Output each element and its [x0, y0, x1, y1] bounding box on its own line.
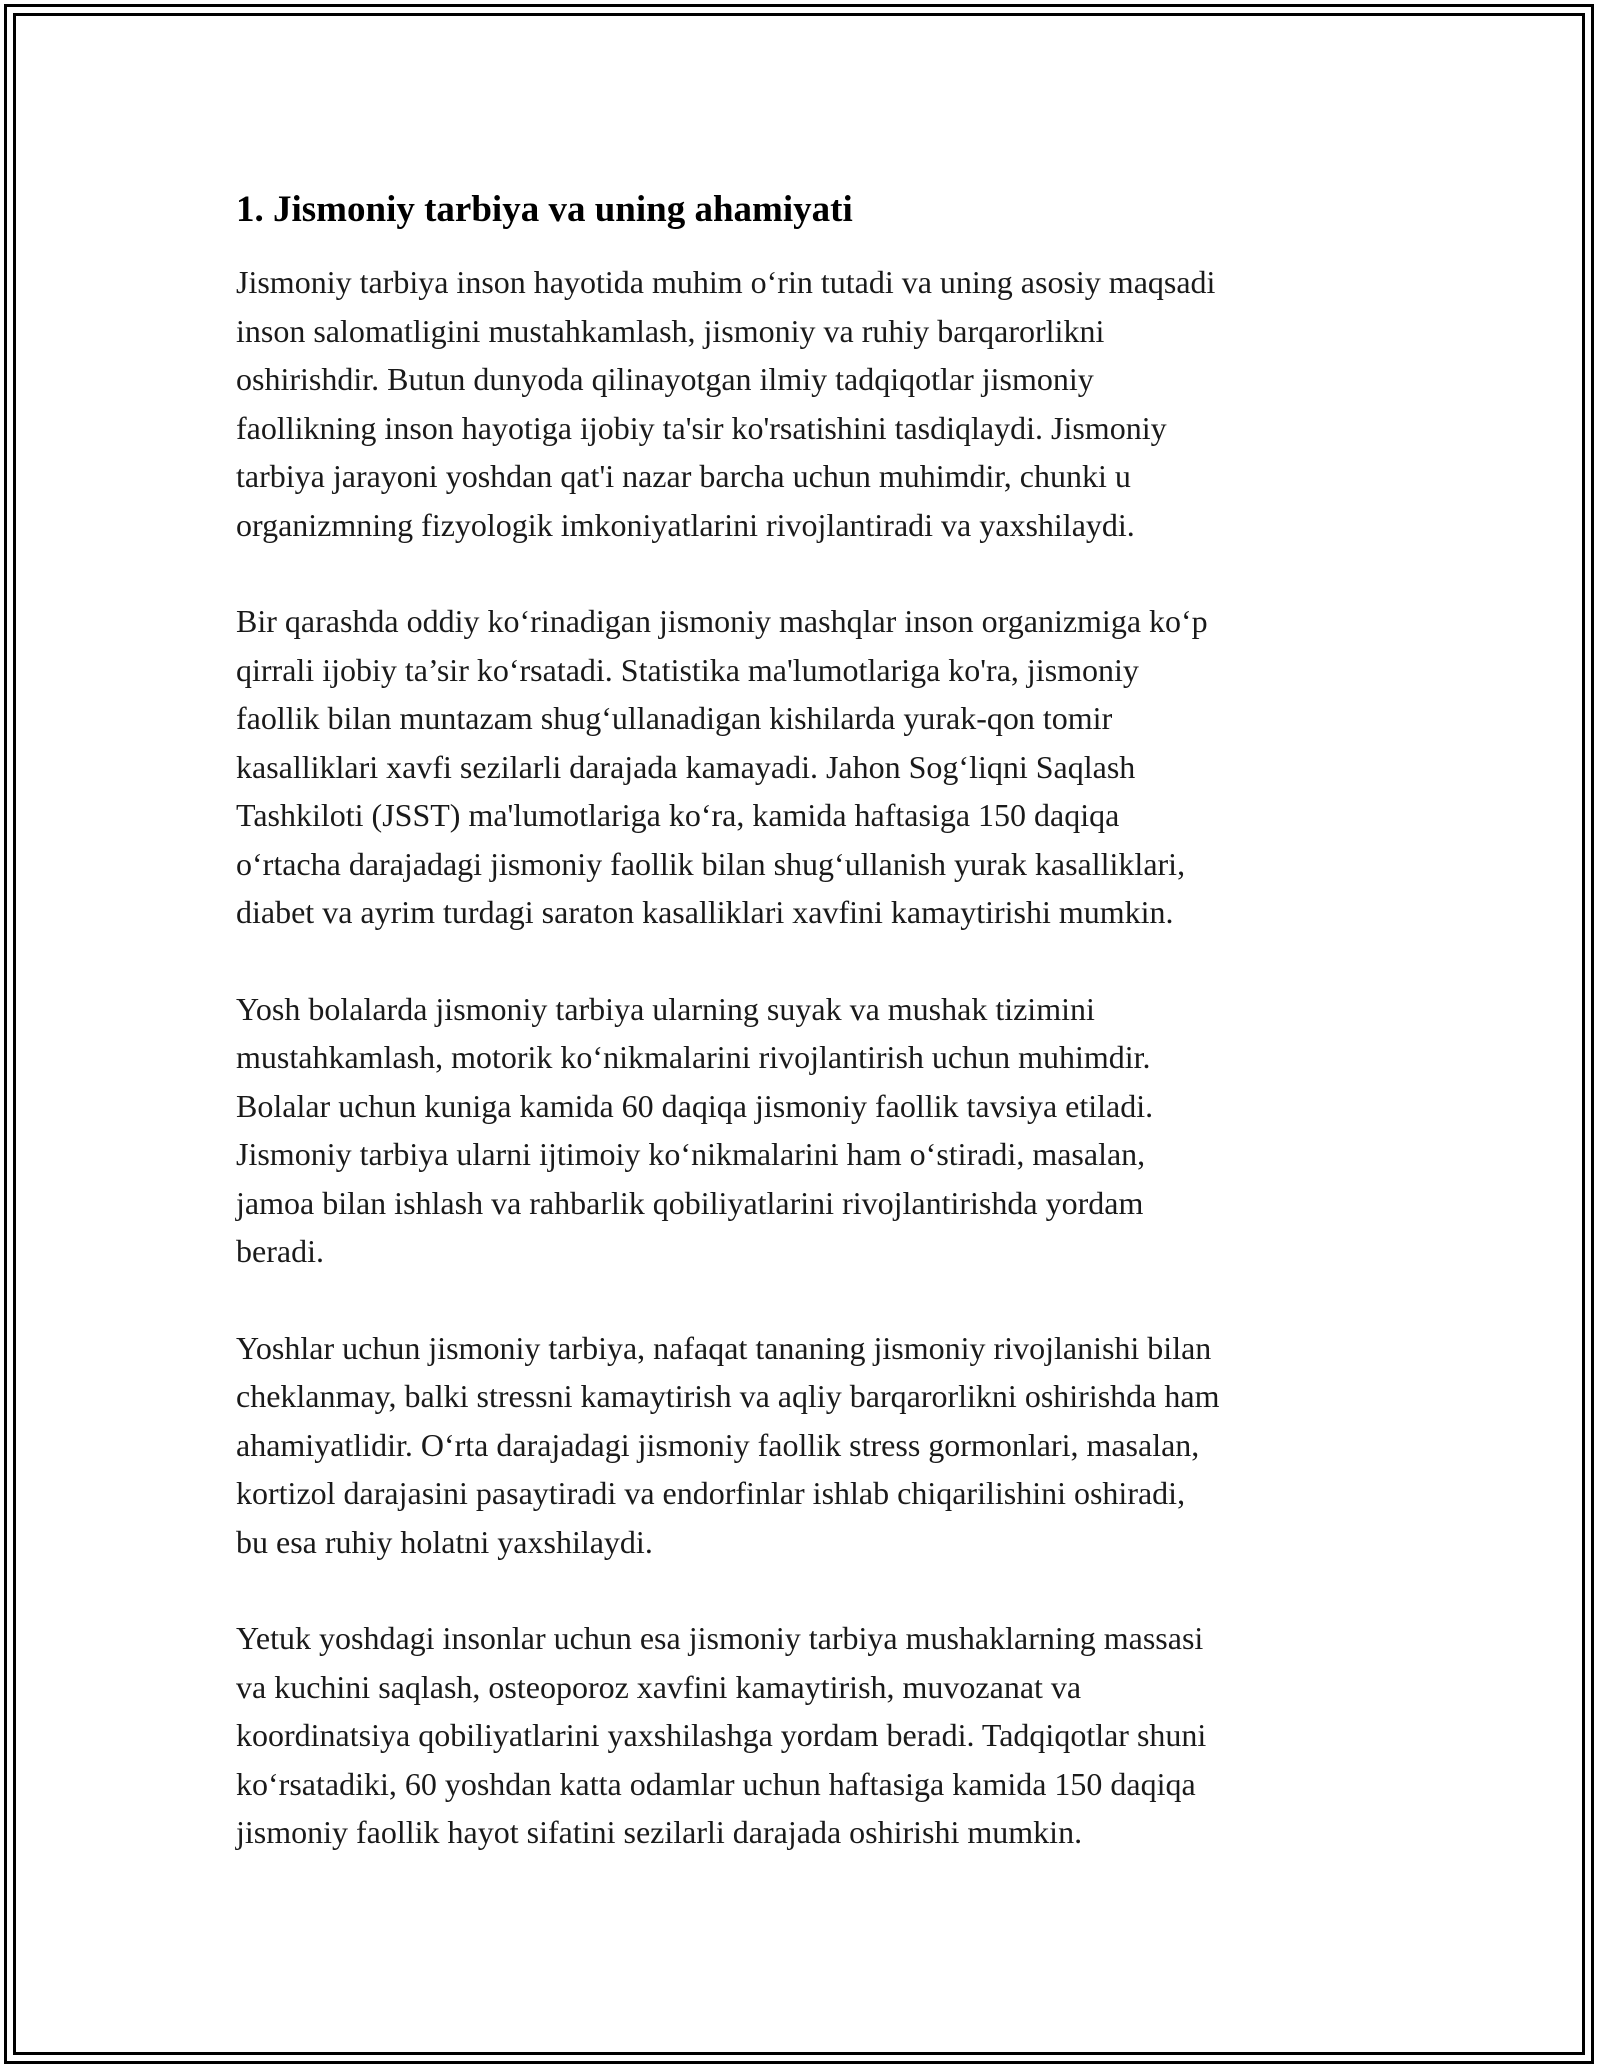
section-heading: 1. Jismoniy tarbiya va uning ahamiyati [236, 189, 853, 230]
paragraph-1: Jismoniy tarbiya inson hayotida muhim oʻrin tutadi va uning asosiy maqsadi inson salomatligini mustahkamlash, jismoniy va ruhiy barqarorlikni oshirishdir. Butun dunyoda qilinayotgan ilmiy tadqiqotlar jismoniy faollikning inson hayotiga ijobiy ta'sir ko'rsatishini tasdiqlaydi. Jismoniy tarbiya jarayoni yoshdan qat'i nazar barcha uchun muhimdir, chunki u organizmning fizyologik imkoniyatlarini rivojlantiradi va yaxshilaydi. [236, 264, 1216, 543]
paragraph-2: Bir qarashda oddiy koʻrinadigan jismoniy mashqlar inson organizmiga koʻp qirrali ijobiy ta’sir koʻrsatadi. Statistika ma'lumotlariga ko'ra, jismoniy faollik bilan muntazam shugʻullanadigan kishilarda yurak-qon tomir kasalliklari xavfi sezilarli darajada kamayadi. Jahon Sogʻliqni Saqlash Tashkiloti (JSST) ma'lumotlariga koʻra, kamida haftasiga 150 daqiqa oʻrtacha darajadagi jismoniy faollik bilan shugʻullanish yurak kasalliklari, diabet va ayrim turdagi saraton kasalliklari xavfini kamaytirishi mumkin. [236, 603, 1208, 930]
paragraph-5: Yetuk yoshdagi insonlar uchun esa jismoniy tarbiya mushaklarning massasi va kuchini saqlash, osteoporoz xavfini kamaytirish, muvozanat va koordinatsiya qobiliyatlarini yaxshilashga yordam beradi. Tadqiqotlar shuni koʻrsatadiki, 60 yoshdan katta odamlar uchun haftasiga kamida 150 daqiqa jismoniy faollik hayot sifatini sezilarli darajada oshirishi mumkin. [236, 1620, 1207, 1850]
paragraph-3: Yosh bolalarda jismoniy tarbiya ularning suyak va mushak tizimini mustahkamlash, motorik koʻnikmalarini rivojlantirish uchun muhimdir. Bolalar uchun kuniga kamida 60 daqiqa jismoniy faollik tavsiya etiladi. Jismoniy tarbiya ularni ijtimoiy koʻnikmalarini ham oʻstiradi, masalan, jamoa bilan ishlash va rahbarlik qobiliyatlarini rivojlantirishda yordam beradi. [236, 990, 1154, 1269]
paragraph-4: Yoshlar uchun jismoniy tarbiya, nafaqat tananing jismoniy rivojlanishi bilan cheklanmay, balki stressni kamaytirish va aqliy barqarorlikni oshirishda ham ahamiyatlidir. Oʻrta darajadagi jismoniy faollik stress gormonlari, masalan, kortizol darajasini pasaytiradi va endorfinlar ishlab chiqarilishini oshiradi, bu esa ruhiy holatni yaxshilaydi. [236, 1329, 1220, 1560]
document-body [236, 186, 1366, 1905]
